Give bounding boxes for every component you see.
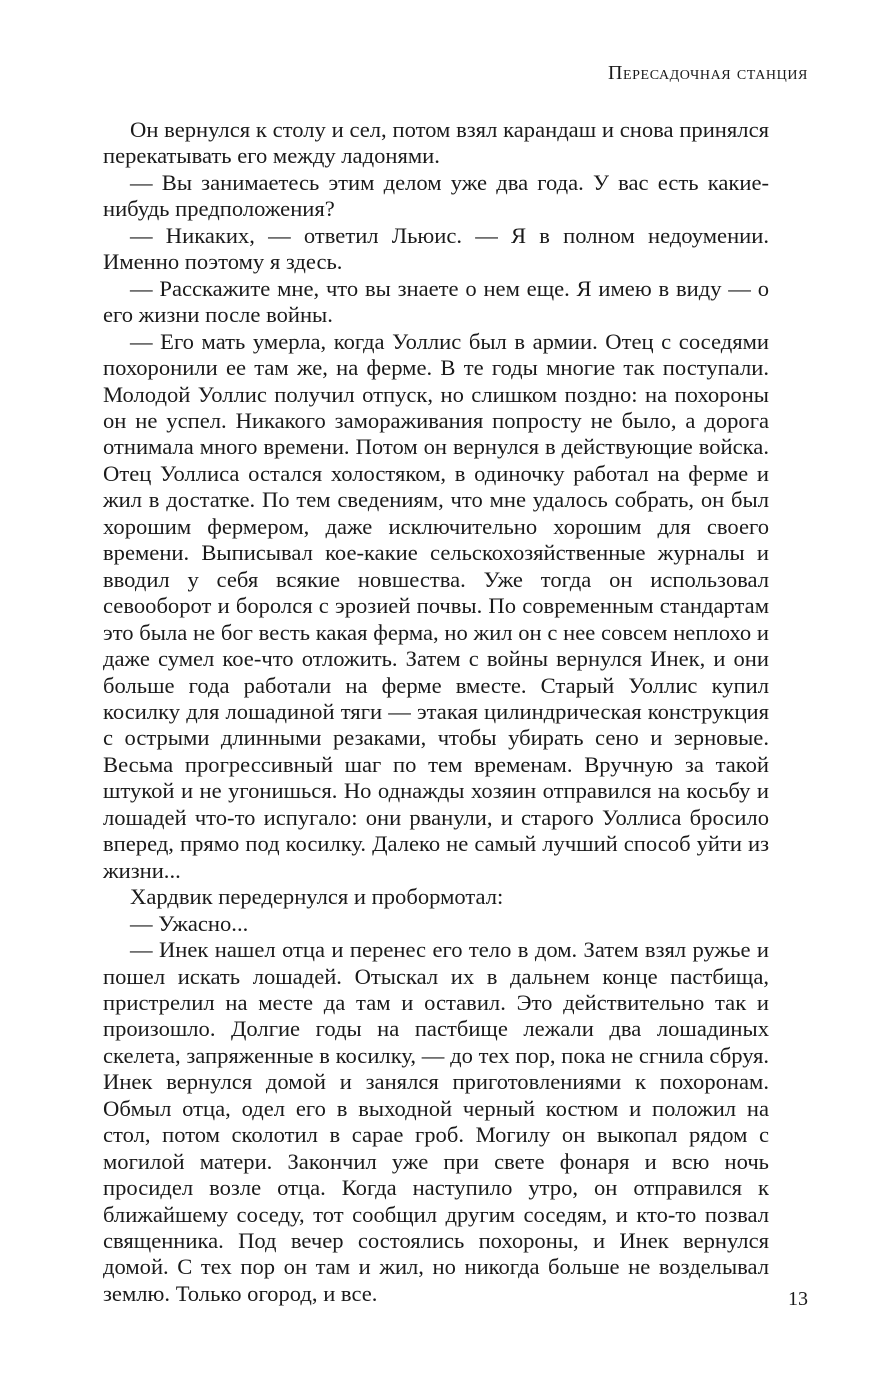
paragraph: Хардвик передернулся и пробормотал: [130,884,504,910]
body-text [103,117,769,1307]
paragraph: — Ужасно... [130,910,249,936]
paragraph: Он вернулся к столу и сел, потом взял карандаш и снова принялся перекатывать его между ладонями. [103,117,769,169]
paragraph: — Его мать умерла, когда Уоллис был в армии. Отец с соседями похоронили ее там же, на ферме. В те годы многие так поступали. Молодой Уоллис получил отпуск, но слишком поздно: на похороны он не успел. Никакого замораживания попросту не было, а дорога отнимала много времени. Потом он вернулся в действующие войска. Отец Уоллиса остался холостяком, в одиночку работал на ферме и жил в достатке. По тем сведениям, что мне удалось собрать, он был хорошим фермером, даже исключительно хорошим для своего времени. Выписывал кое-какие сельскохозяйственные журналы и вводил у себя всякие новшества. Уже тогда он использовал севооборот и боролся с эрозией почвы. По современным стандартам это была не бог весть какая ферма, но жил он с нее совсем неплохо и даже сумел кое-что отложить. Затем с войны вернулся Инек, и они больше года работали на ферме вместе. Старый Уоллис купил косилку для лошадиной тяги — этакая цилиндрическая конструкция с острыми длинными резаками, чтобы убирать сено и зерновые. Весьма прогрессивный шаг по тем временам. Вручную за такой штукой и не угонишься. Но однажды хозяин отправился на косьбу и лошадей что-то испугало: они рванули, и старого Уоллиса бросило вперед, прямо под косилку. Далеко не самый лучший способ уйти из жизни... [103,328,769,883]
paragraph: — Расскажите мне, что вы знаете о нем еще. Я имею в виду — о его жизни после войны. [103,275,769,328]
paragraph: — Никаких, — ответил Льюис. — Я в полном недоумении. Именно поэтому я здесь. [103,222,769,275]
paragraph: — Инек нашел отца и перенес его тело в дом. Затем взял ружье и пошел искать лошадей. Отыскал их в дальнем конце пастбища, пристрелил на месте да там и оставил. Это действительно так и произошло. Долгие годы на пастбище лежали два лошадиных скелета, запряженные в косилку, — до тех пор, пока не сгнила сбруя. Инек вернулся домой и занялся приготовлениями к похоронам. Обмыл отца, одел его в выходной черный костюм и положил на стол, потом сколотил в сарае гроб. Могилу он выкопал рядом с могилой матери. Закончил уже при свете фонаря и всю ночь просидел возле отца. Когда наступило утро, он отправился к ближайшему соседу, тот сообщил другим соседям, и кто-то позвал священника. Под вечер состоялись похороны, и Инек вернулся домой. С тех пор он там и жил, но никогда больше не возделывал землю. Только огород, и все. [103,937,769,1306]
paragraph: — Вы занимаетесь этим делом уже два года. У вас есть какие-нибудь предположения? [103,169,769,222]
page-number: 13 [788,1288,808,1310]
running-title: Пересадочная станция [607,62,808,84]
